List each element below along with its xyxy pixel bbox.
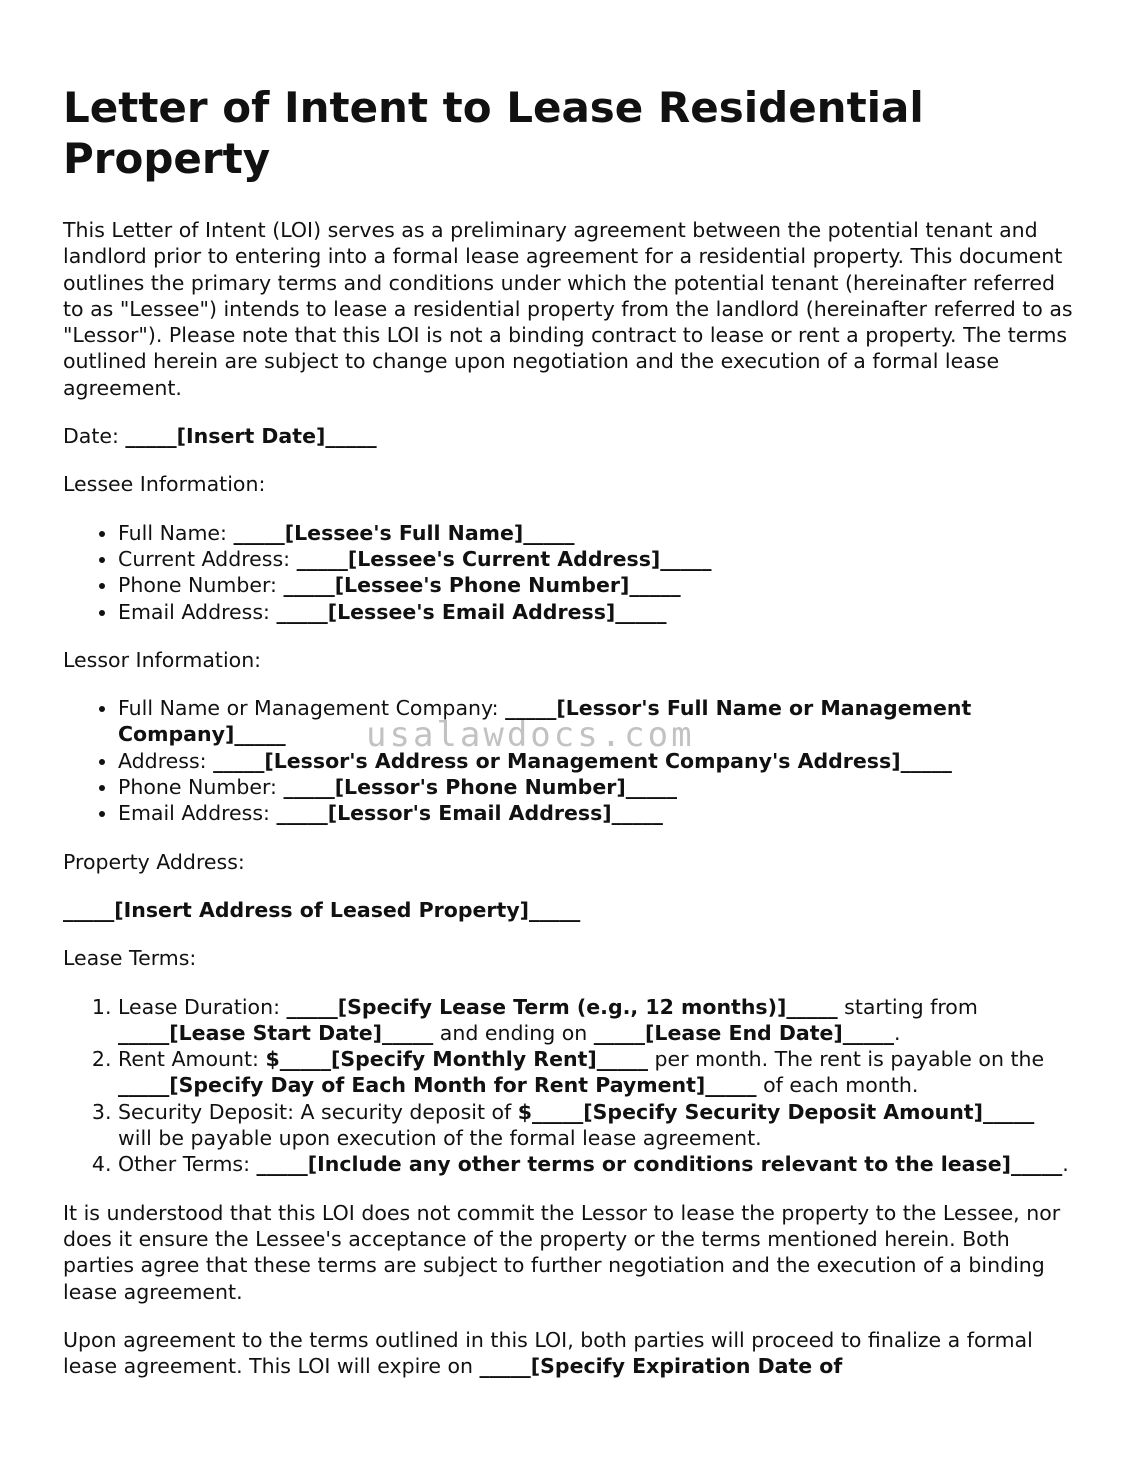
field-text: . bbox=[894, 1020, 901, 1045]
closing-paragraph bbox=[63, 1327, 1073, 1380]
intro-paragraph: This Letter of Intent (LOI) serves as a preliminary agreement between the potential tenant and landlord prior to entering into a formal lease agreement for a residential property. This document outlines the primary terms and conditions under which the potential tenant (hereinafter referred to as "Lessee") intends to lease a residential property from the landlord (hereinafter referred to as "Lessor"). Please note that this LOI is not a binding contract to lease or rent a property. The terms outlined herein are subject to change upon negotiation and the execution of a formal lease agreement. bbox=[63, 218, 1073, 400]
lessor-phone bbox=[118, 774, 1073, 800]
date-label: Date: bbox=[63, 424, 126, 449]
rent-amount-item bbox=[118, 1046, 1073, 1099]
date-line bbox=[63, 423, 1073, 449]
field-label: Email Address: bbox=[118, 599, 277, 624]
field-label: Lease Duration: bbox=[118, 994, 287, 1019]
lessee-phone bbox=[118, 572, 1073, 598]
field-placeholder: _____[Lessee's Phone Number]_____ bbox=[283, 573, 681, 598]
field-placeholder: _____[Lessor's Address or Management Company's Address]_____ bbox=[213, 748, 952, 773]
lessee-heading: Lessee Information: bbox=[63, 472, 266, 497]
date-field: _____[Insert Date]_____ bbox=[125, 424, 377, 449]
field-label: Full Name: bbox=[118, 520, 234, 545]
field-text: starting from bbox=[837, 994, 978, 1019]
lessee-list bbox=[63, 520, 1073, 625]
lessee-current-address bbox=[118, 546, 1073, 572]
field-placeholder: _____[Specify Lease Term (e.g., 12 months)]_____ bbox=[286, 994, 838, 1019]
field-placeholder: _____[Lessor's Phone Number]_____ bbox=[283, 775, 677, 800]
field-label: Security Deposit: A security deposit of bbox=[118, 1099, 518, 1124]
field-placeholder: _____[Specify Day of Each Month for Rent Payment]_____ bbox=[118, 1073, 757, 1098]
field-label: Address: bbox=[118, 748, 214, 773]
field-placeholder: _____[Lessee's Current Address]_____ bbox=[296, 546, 712, 571]
other-terms-item bbox=[118, 1151, 1073, 1177]
property-address-field: _____[Insert Address of Leased Property]_____ bbox=[63, 897, 581, 922]
field-label: Phone Number: bbox=[118, 573, 284, 598]
lessor-address bbox=[118, 748, 1073, 774]
lessor-email bbox=[118, 800, 1073, 826]
security-deposit-item bbox=[118, 1099, 1073, 1152]
field-placeholder: _____[Lessor's Email Address]_____ bbox=[276, 801, 663, 826]
field-label: Full Name or Management Company: bbox=[118, 696, 506, 721]
field-text: of each month. bbox=[756, 1073, 919, 1098]
field-label: Phone Number: bbox=[118, 775, 284, 800]
field-text: . bbox=[1062, 1152, 1069, 1177]
watermark-text: usalawdocs.com bbox=[366, 715, 695, 755]
lessor-list bbox=[63, 695, 1073, 826]
lease-terms-heading: Lease Terms: bbox=[63, 946, 197, 971]
field-placeholder: $_____[Specify Security Deposit Amount]_____ bbox=[517, 1099, 1035, 1124]
lessor-heading: Lessor Information: bbox=[63, 647, 262, 672]
field-placeholder: _____[Lessee's Email Address]_____ bbox=[276, 599, 667, 624]
field-placeholder: _____[Lease Start Date]_____ bbox=[118, 1020, 434, 1045]
field-label: Current Address: bbox=[118, 546, 297, 571]
lease-duration-item bbox=[118, 994, 1073, 1047]
field-text: and ending on bbox=[433, 1020, 594, 1045]
field-text: will be payable upon execution of the formal lease agreement. bbox=[118, 1126, 762, 1151]
expiration-date-field: _____[Specify Expiration Date of bbox=[479, 1354, 843, 1379]
field-label: Email Address: bbox=[118, 801, 277, 826]
field-placeholder: _____[Lease End Date]_____ bbox=[593, 1020, 895, 1045]
field-text: per month. The rent is payable on the bbox=[648, 1047, 1045, 1072]
lessee-email bbox=[118, 599, 1073, 625]
lessee-full-name bbox=[118, 520, 1073, 546]
lease-terms-list bbox=[63, 994, 1073, 1178]
field-placeholder: $_____[Specify Monthly Rent]_____ bbox=[265, 1047, 648, 1072]
document-title: Letter of Intent to Lease Residential Property bbox=[63, 83, 924, 183]
field-placeholder: _____[Lessee's Full Name]_____ bbox=[233, 520, 575, 545]
field-placeholder: _____[Lessor's Full Name or Management Company]_____ bbox=[118, 696, 972, 747]
document bbox=[63, 82, 1073, 1401]
understanding-paragraph: It is understood that this LOI does not commit the Lessor to lease the property to the Lessee, nor does it ensure the Lessee's acceptance of the property or the terms mentioned herein. Both parties agree that these terms are subject to further negotiation and the execution of a binding lease agreement. bbox=[63, 1200, 1061, 1304]
field-placeholder: _____[Include any other terms or conditions relevant to the lease]_____ bbox=[256, 1152, 1063, 1177]
field-label: Other Terms: bbox=[118, 1152, 257, 1177]
property-heading: Property Address: bbox=[63, 849, 245, 874]
closing-text: Upon agreement to the terms outlined in this LOI, both parties will proceed to finalize a formal lease agreement. This LOI will expire on bbox=[63, 1327, 1033, 1379]
lessor-full-name bbox=[118, 695, 1073, 748]
field-label: Rent Amount: bbox=[118, 1047, 266, 1072]
